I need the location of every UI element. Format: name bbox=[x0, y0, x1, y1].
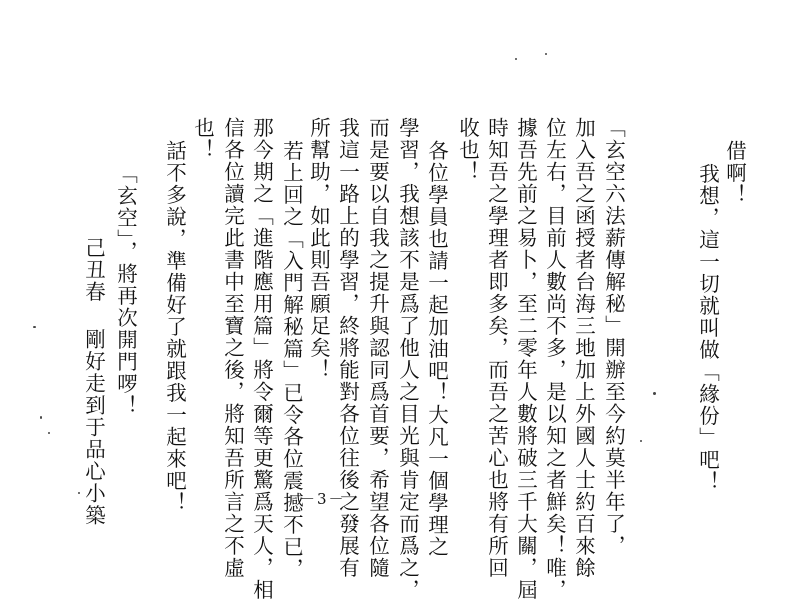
col-4: 加入吾之函授者台海三地加上外國人士約百來餘 bbox=[571, 117, 596, 579]
col-20: 己丑春 剛好走到于品心小築 bbox=[81, 237, 106, 527]
scan-speck bbox=[33, 326, 36, 328]
col-10: 學習，我想該不是爲了他人之目光與肯定而爲之， bbox=[395, 117, 420, 601]
scan-speck bbox=[78, 492, 80, 494]
scan-speck bbox=[48, 432, 50, 434]
col-12: 我這一路上的學習，終將能對各位往後之發展有 bbox=[335, 117, 360, 579]
scan-speck bbox=[515, 58, 517, 60]
col-14: 若上回之「入門解秘篇」已令各位震撼不已， bbox=[279, 140, 304, 580]
col-15: 那今期之「進階應用篇」將令爾等更驚爲天人，相 bbox=[249, 117, 274, 601]
scan-speck bbox=[40, 416, 42, 419]
col-7: 時知吾之學理者即多矣，而吾之苦心也將有所回 bbox=[484, 117, 509, 579]
col-18: 話不多說，準備好了就跟我一起來吧！ bbox=[162, 140, 187, 514]
col-5: 位左右，目前人數尚不多，是以知之者鮮矣！唯， bbox=[542, 117, 567, 601]
col-2: 我想，這一切就叫做「緣份」吧！ bbox=[695, 163, 720, 493]
col-8: 收也！ bbox=[455, 117, 480, 183]
scan-speck bbox=[545, 53, 547, 55]
col-16: 信各位讀完此書中至寶之後，將知吾所言之不虛 bbox=[220, 117, 245, 579]
col-19: 「玄空」，將再次開門啰！ bbox=[113, 163, 138, 417]
col-6: 據吾先前之易卜，至二零年人數將破三千大關，屆 bbox=[513, 117, 538, 601]
scan-speck bbox=[640, 440, 642, 442]
col-9: 各位學員也請一起加油吧！大凡一個學理之 bbox=[424, 140, 449, 558]
col-3: 「玄空六法薪傳解秘」開辦至今約莫半年了， bbox=[601, 117, 626, 557]
col-13: 所幫助，如此則吾願足矣！ bbox=[306, 117, 331, 381]
col-11: 而是要以自我之提升與認同爲首要，希望各位隨 bbox=[365, 117, 390, 579]
scan-speck bbox=[653, 392, 656, 395]
page-number: －3－ bbox=[300, 490, 346, 508]
col-1: 借啊！ bbox=[722, 140, 747, 206]
col-17: 也！ bbox=[190, 117, 215, 161]
